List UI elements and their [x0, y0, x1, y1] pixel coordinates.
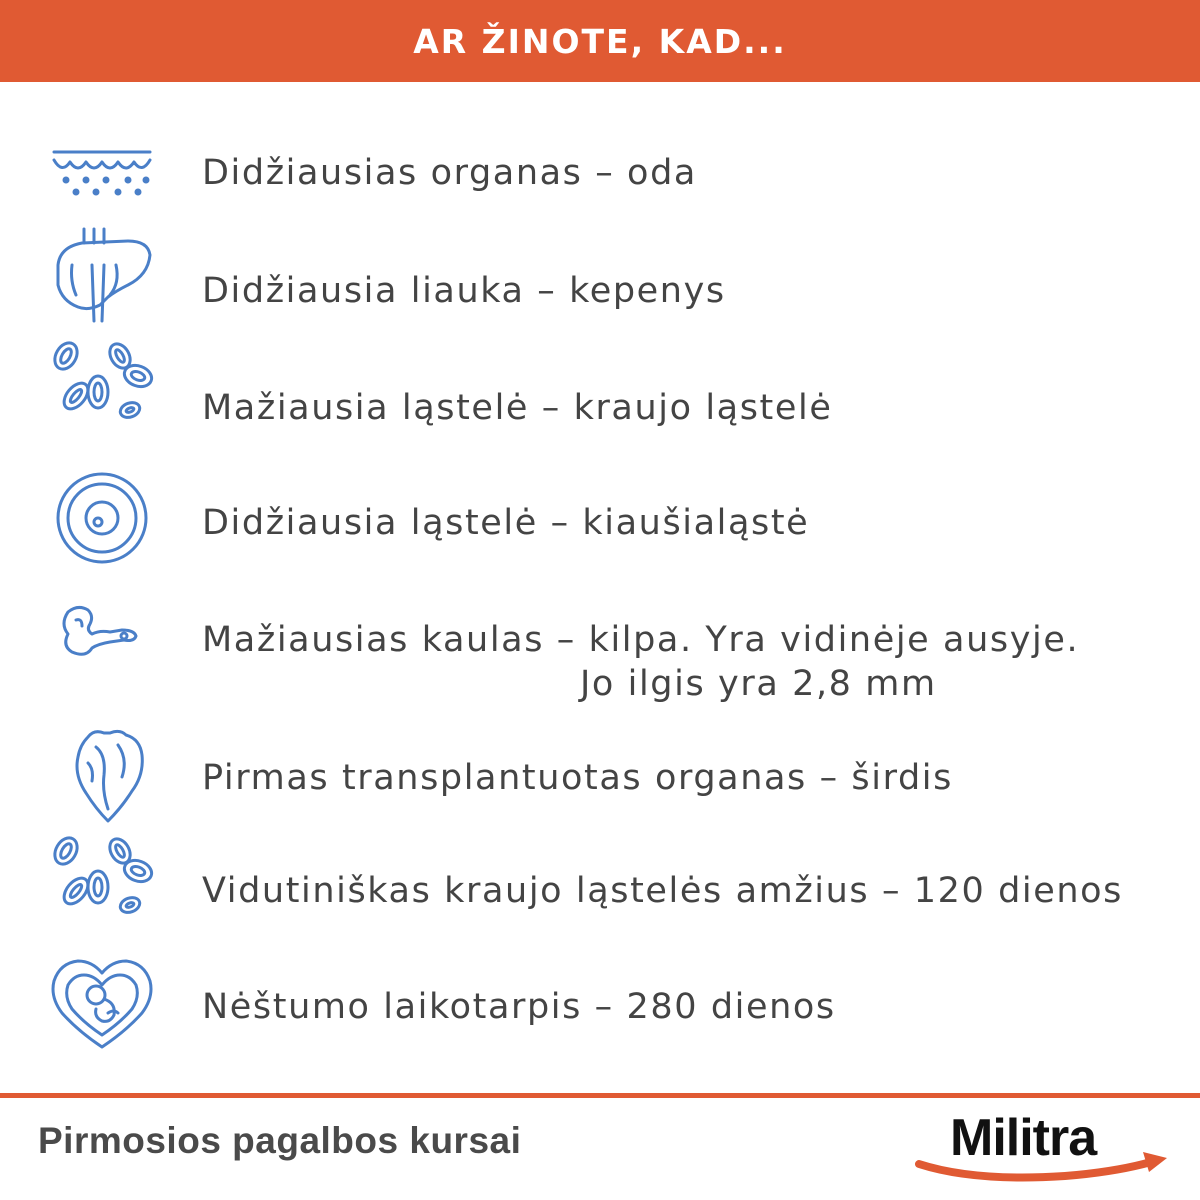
- fact-item: [0, 835, 1200, 935]
- fact-text: Didžiausia liauka – kepenys: [202, 271, 726, 311]
- fact-item: [0, 955, 1200, 1055]
- fact-item: [0, 600, 1200, 710]
- fact-item: [0, 725, 1200, 835]
- liver-icon: [48, 225, 156, 325]
- fact-text: Didžiausia ląstelė – kiaušialąstė: [202, 503, 810, 543]
- heart-icon: [48, 725, 156, 825]
- fact-item: [0, 130, 1200, 220]
- fact-text: Mažiausia ląstelė – kraujo ląstelė: [202, 388, 833, 428]
- fact-text: Vidutiniškas kraujo ląstelės amžius – 120 dienos: [202, 871, 1124, 911]
- fact-item: [0, 470, 1200, 570]
- fact-text: [202, 618, 1079, 706]
- fact-text: Nėštumo laikotarpis – 280 dienos: [202, 987, 836, 1027]
- skin-icon: [48, 140, 156, 210]
- fact-item: [0, 340, 1200, 440]
- fact-text: Pirmas transplantuotas organas – širdis: [202, 758, 953, 798]
- blood-cells-icon: [48, 340, 156, 430]
- header-title: AR ŽINOTE, KAD...: [413, 21, 787, 61]
- fact-text-line2: Jo ilgis yra 2,8 mm: [580, 664, 937, 704]
- egg-cell-icon: [48, 470, 156, 566]
- blood-cells-icon: [48, 835, 156, 925]
- fact-item: [0, 225, 1200, 335]
- logo-text: Militra: [950, 1109, 1097, 1167]
- footer-divider: [0, 1093, 1200, 1098]
- header-banner: [0, 0, 1200, 82]
- footer-caption: Pirmosios pagalbos kursai: [38, 1120, 522, 1161]
- ear-icon: [48, 600, 156, 660]
- fact-text: Didžiausias organas – oda: [202, 153, 697, 193]
- militra-logo: [915, 1108, 1175, 1188]
- fetus-heart-icon: [48, 955, 156, 1051]
- fact-text-line1: Mažiausias kaulas – kilpa. Yra vidinėje ausyje.: [202, 620, 1080, 660]
